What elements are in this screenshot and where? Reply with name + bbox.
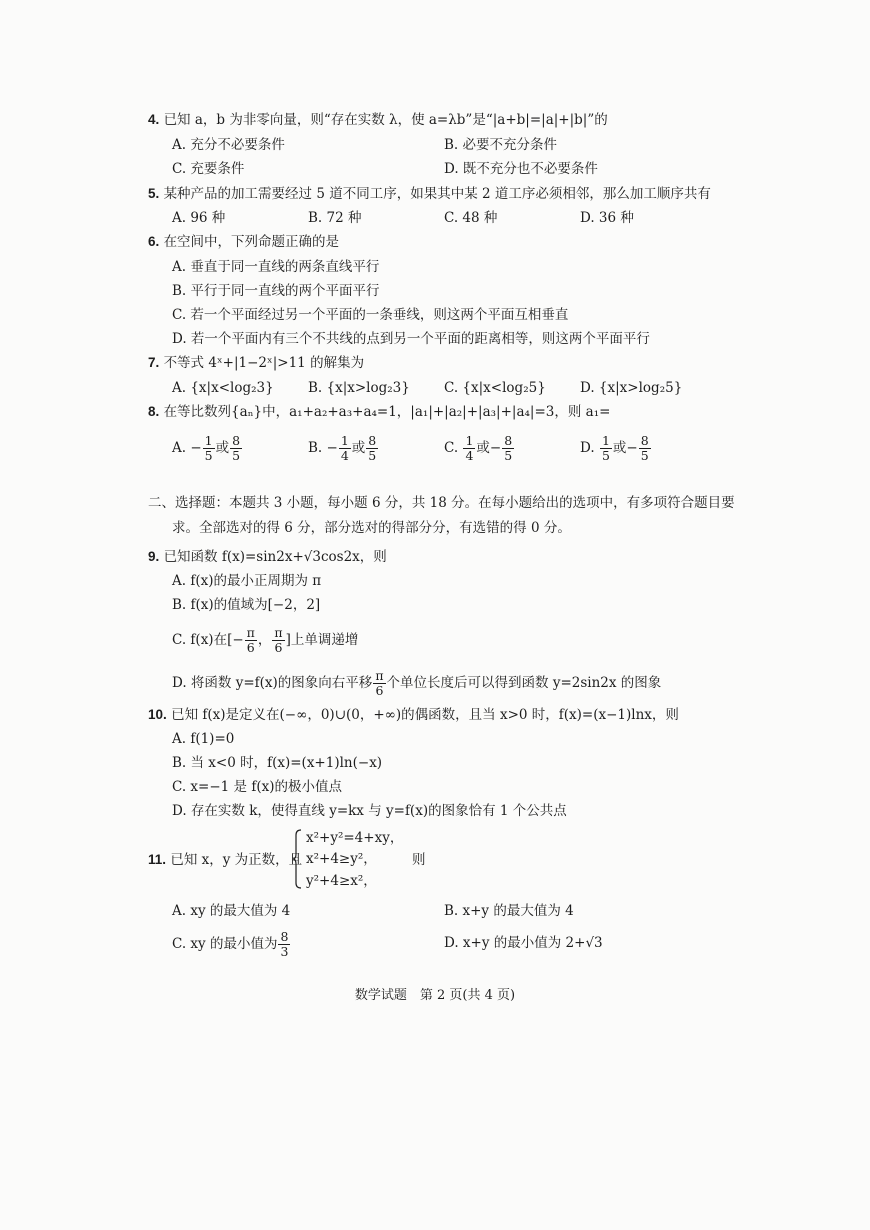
fraction: $\frac{1}{4}$	[465, 433, 474, 463]
fraction: $\frac{1}{4}$	[340, 433, 349, 463]
q11-option-d: D. x+y 的最小值为 2+√3	[444, 935, 603, 951]
q5-option-b: B. 72 种	[308, 210, 362, 226]
q9-option-c: C. f(x)在[− $\frac{\pi}{6}$ ， $\frac{\pi}{6}$ ]上单调递增	[172, 625, 359, 655]
fraction: $\frac{\pi}{6}$	[246, 625, 255, 655]
system-eq-3: y²+4≥x²，	[306, 873, 377, 889]
fraction: $\frac{8}{5}$	[368, 433, 377, 463]
q4-stem: 4. 已知 a，b 为非零向量，则“存在实数 λ，使 a=λb”是“|a+b|=|a|+|b|”的	[148, 112, 608, 128]
q4-option-c: C. 充要条件	[172, 161, 245, 177]
fraction: $\frac{8}{5}$	[504, 433, 513, 463]
q9-option-d: D. 将函数 y=f(x)的图象向右平移 $\frac{\pi}{6}$ 个单位长度后可以得到函数 y=2sin2x 的图象	[172, 668, 662, 698]
q9-stem: 9. 已知函数 f(x)=sin2x+√3cos2x，则	[148, 549, 387, 565]
section2-heading-line2: 求。全部选对的得 6 分，部分选对的得部分分，有选错的得 0 分。	[172, 520, 571, 536]
q7-option-b: B. {x|x>log₂3}	[308, 380, 410, 396]
q8-option-a: A. − $\frac{1}{5}$ 或 $\frac{8}{5}$	[172, 433, 241, 463]
q11-option-a: A. xy 的最大值为 4	[172, 903, 291, 919]
equation-system	[292, 829, 422, 891]
q8-stem: 8. 在等比数列{aₙ}中，a₁+a₂+a₃+a₄=1，|a₁|+|a₂|+|a₃|+|a₄|=3，则 a₁=	[148, 404, 611, 420]
fraction: $\frac{1}{5}$	[204, 433, 213, 463]
q6-option-c: C. 若一个平面经过另一个平面的一条垂线，则这两个平面互相垂直	[172, 307, 569, 323]
q7-option-d: D. {x|x>log₂5}	[580, 380, 683, 396]
system-eq-1: x²+y²=4+xy，	[306, 830, 404, 846]
q8-option-c: C. $\frac{1}{4}$ 或− $\frac{8}{5}$	[444, 433, 513, 463]
q8-option-d: D. $\frac{1}{5}$ 或− $\frac{8}{5}$	[580, 433, 649, 463]
q11-stem: 11. 已知 x，y 为正数，且	[148, 852, 303, 868]
q5-option-c: C. 48 种	[444, 210, 498, 226]
q7-option-a: A. {x|x<log₂3}	[172, 380, 274, 396]
q9-option-a: A. f(x)的最小正周期为 π	[172, 573, 322, 589]
q6-stem: 6. 在空间中，下列命题正确的是	[148, 234, 340, 250]
fraction: $\frac{1}{5}$	[601, 433, 610, 463]
fraction: $\frac{\pi}{6}$	[375, 668, 384, 698]
q6-option-a: A. 垂直于同一直线的两条直线平行	[172, 259, 380, 275]
q11-then: 则	[412, 852, 426, 868]
q6-option-d: D. 若一个平面内有三个不共线的点到另一个平面的距离相等，则这两个平面平行	[172, 331, 650, 347]
q4-option-b: B. 必要不充分条件	[444, 137, 558, 153]
q11-option-c: C. xy 的最小值为 $\frac{8}{3}$	[172, 929, 289, 959]
q7-option-c: C. {x|x<log₂5}	[444, 380, 546, 396]
left-brace-icon	[292, 829, 302, 889]
q4-option-a: A. 充分不必要条件	[172, 137, 285, 153]
q10-option-c: C. x=−1 是 f(x)的极小值点	[172, 779, 342, 795]
q5-stem: 5. 某种产品的加工需要经过 5 道不同工序，如果其中某 2 道工序必须相邻，那么加工顺序共有	[148, 186, 711, 202]
fraction: $\frac{\pi}{6}$	[274, 625, 283, 655]
fraction: $\frac{8}{5}$	[640, 433, 649, 463]
q11-option-b: B. x+y 的最大值为 4	[444, 903, 574, 919]
q8-option-b: B. − $\frac{1}{4}$ 或 $\frac{8}{5}$	[308, 433, 377, 463]
q10-option-d: D. 存在实数 k，使得直线 y=kx 与 y=f(x)的图象恰有 1 个公共点	[172, 803, 567, 819]
q4-option-d: D. 既不充分也不必要条件	[444, 161, 598, 177]
q10-option-a: A. f(1)=0	[172, 731, 235, 747]
q9-option-b: B. f(x)的值域为[−2，2]	[172, 597, 321, 613]
q7-stem: 7. 不等式 4ˣ+|1−2ˣ|>11 的解集为	[148, 355, 365, 371]
q5-option-a: A. 96 种	[172, 210, 226, 226]
system-eq-2: x²+4≥y²，	[306, 851, 377, 867]
q10-option-b: B. 当 x<0 时，f(x)=(x+1)ln(−x)	[172, 755, 383, 771]
fraction: $\frac{8}{3}$	[280, 929, 289, 959]
q10-stem: 10. 已知 f(x)是定义在(−∞，0)∪(0，+∞)的偶函数，且当 x>0 时，f(x)=(x−1)lnx，则	[148, 707, 679, 723]
q5-option-d: D. 36 种	[580, 210, 634, 226]
fraction: $\frac{8}{5}$	[232, 433, 241, 463]
q6-option-b: B. 平行于同一直线的两个平面平行	[172, 283, 380, 299]
page-footer: 数学试题 第 2 页(共 4 页)	[354, 988, 516, 1003]
section2-heading-line1: 二、选择题：本题共 3 小题，每小题 6 分，共 18 分。在每小题给出的选项中，有多项符合题目要	[148, 495, 735, 511]
